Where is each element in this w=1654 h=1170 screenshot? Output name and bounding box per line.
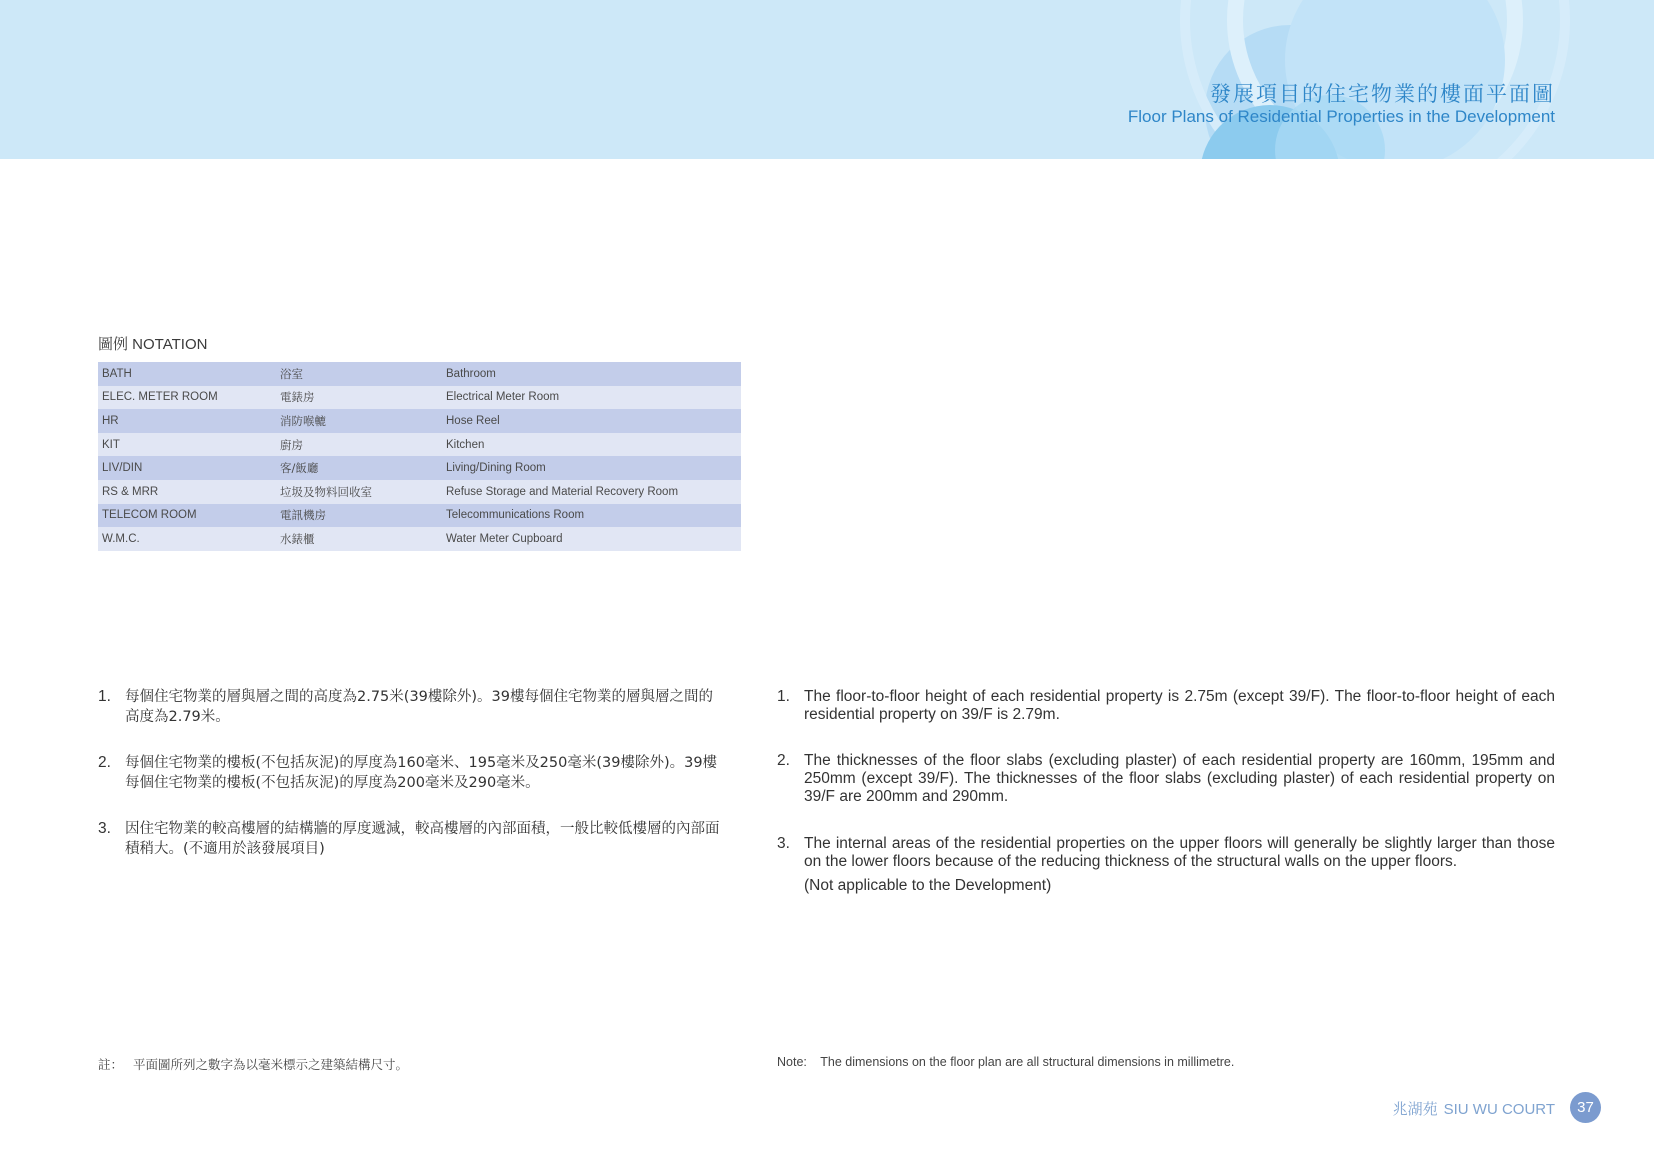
notation-chinese: 水錶櫃 xyxy=(276,527,442,551)
page-header xyxy=(0,0,1654,159)
notation-english: Telecommunications Room xyxy=(442,504,741,528)
notation-code: TELECOM ROOM xyxy=(98,504,276,528)
note-text: 每個住宅物業的層與層之間的高度為2.75米(39樓除外)。39樓每個住宅物業的層與層之間的高度為2.79米。 xyxy=(125,689,713,725)
note-number: 3. xyxy=(98,820,111,837)
note-text: The internal areas of the residential properties on the upper floors will generally be slightly larger than those on the lower floors because of the reducing thickness of the structural walls on the upper floors. xyxy=(804,835,1555,871)
notation-row xyxy=(98,527,741,551)
notation-chinese: 廚房 xyxy=(276,433,442,457)
notation-english: Living/Dining Room xyxy=(442,456,741,480)
notation-code: W.M.C. xyxy=(98,527,276,551)
notation-row xyxy=(98,409,741,433)
notation-chinese: 電錶房 xyxy=(276,386,442,410)
notation-chinese: 消防喉轆 xyxy=(276,409,442,433)
notation-row xyxy=(98,433,741,457)
development-name xyxy=(1393,1098,1555,1119)
notation-english: Bathroom xyxy=(442,362,741,386)
notation-row xyxy=(98,456,741,480)
note-number: 2. xyxy=(777,752,790,769)
note-extra-text: (Not applicable to the Development) xyxy=(804,877,1052,894)
notation-code: BATH xyxy=(98,362,276,386)
notation-row xyxy=(98,504,741,528)
notation-code: RS & MRR xyxy=(98,480,276,504)
note-text: 因住宅物業的較高樓層的結構牆的厚度遞減，較高樓層的內部面積，一般比較低樓層的內部面積稍大。(不適用於該發展項目) xyxy=(125,821,720,857)
notation-heading: 圖例 NOTATION xyxy=(98,336,208,353)
note-number: 1. xyxy=(777,688,790,705)
notation-row xyxy=(98,386,741,410)
notation-chinese: 垃圾及物料回收室 xyxy=(276,480,442,504)
footnote-label: Note: xyxy=(777,1055,807,1069)
note-text: The thicknesses of the floor slabs (excluding plaster) of each residential property are 160mm, 195mm and 250mm (except 39/F). The thicknesses of the floor slabs (excluding plaster) of each residential property on 39/F are 200mm and 290mm. xyxy=(804,752,1555,806)
notation-code: LIV/DIN xyxy=(98,456,276,480)
footnote-chinese xyxy=(98,1055,408,1073)
note-number: 3. xyxy=(777,835,790,852)
notation-english: Kitchen xyxy=(442,433,741,457)
note-number: 1. xyxy=(98,688,111,705)
notation-code: HR xyxy=(98,409,276,433)
notation-english: Hose Reel xyxy=(442,409,741,433)
notation-row xyxy=(98,362,741,386)
notation-code: KIT xyxy=(98,433,276,457)
footnote-label: 註： xyxy=(98,1057,124,1072)
notation-english: Refuse Storage and Material Recovery Room xyxy=(442,480,741,504)
note-text: The floor-to-floor height of each residential property is 2.75m (except 39/F). The floor-to-floor height of each residential property on 39/F is 2.79m. xyxy=(804,688,1555,724)
note-number: 2. xyxy=(98,754,111,771)
development-name-chinese: 兆湖苑 xyxy=(1392,1100,1438,1118)
page-title-chinese: 發展項目的住宅物業的樓面平面圖 xyxy=(1210,82,1555,106)
notation-chinese: 客/飯廳 xyxy=(276,456,442,480)
footnote-text: 平面圖所列之數字為以毫米標示之建築結構尺寸。 xyxy=(132,1057,408,1072)
notation-row xyxy=(98,480,741,504)
notation-code: ELEC. METER ROOM xyxy=(98,386,276,410)
notation-english: Water Meter Cupboard xyxy=(442,527,741,551)
footnote-text: The dimensions on the floor plan are all structural dimensions in millimetre. xyxy=(820,1055,1235,1069)
note-text: 每個住宅物業的樓板(不包括灰泥)的厚度為160毫米、195毫米及250毫米(39樓除外)。39樓每個住宅物業的樓板(不包括灰泥)的厚度為200毫米及290毫米。 xyxy=(125,755,718,791)
page-number-badge: 37 xyxy=(1570,1092,1601,1123)
notation-table xyxy=(98,362,741,551)
development-name-english: SIU WU COURT xyxy=(1443,1101,1555,1118)
notation-chinese: 電訊機房 xyxy=(276,504,442,528)
footnote-english xyxy=(777,1055,1234,1069)
notation-chinese: 浴室 xyxy=(276,362,442,386)
page-title-english: Floor Plans of Residential Properties in the Development xyxy=(1127,107,1555,126)
notation-english: Electrical Meter Room xyxy=(442,386,741,410)
